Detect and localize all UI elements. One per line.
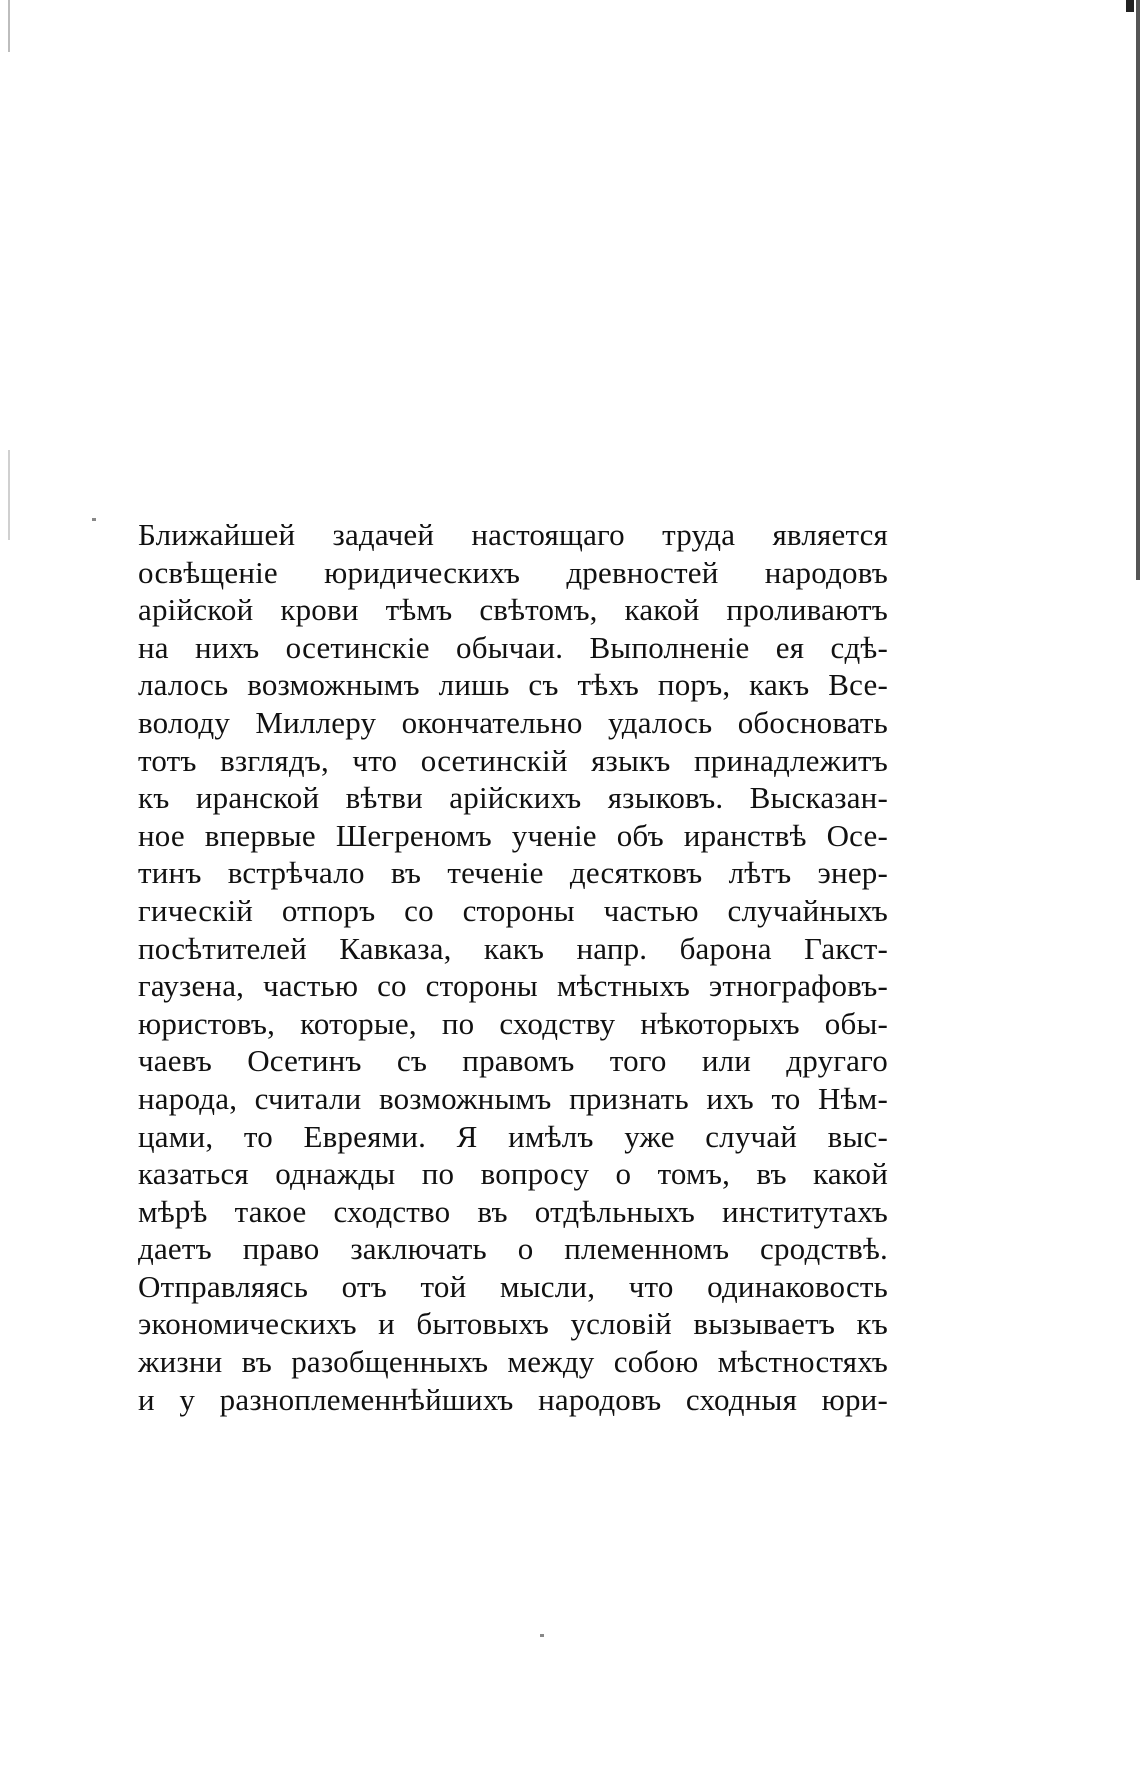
text-line: ное впервые Шегреномъ ученіе объ иранствѣ Осе- (138, 817, 888, 853)
text-line: цами, то Евреями. Я имѣлъ уже случай выс- (138, 1118, 888, 1154)
text-line: и у разноплеменнѣйшихъ народовъ сходныя юри- (138, 1381, 888, 1417)
text-line: даетъ право заключать о племенномъ сродствѣ. (138, 1231, 888, 1267)
body-paragraph (138, 516, 888, 1418)
text-line: гаузена, частью со стороны мѣстныхъ этнографовъ- (138, 968, 888, 1004)
text-line: казаться однажды по вопросу о томъ, въ какой (138, 1156, 888, 1192)
text-line: чаевъ Осетинъ съ правомъ того или другаго (138, 1043, 888, 1079)
text-line: къ иранской вѣтви арійскихъ языковъ. Высказан- (138, 780, 888, 816)
text-line: арійской крови тѣмъ свѣтомъ, какой проливаютъ (138, 592, 888, 628)
scan-edge-mark (1126, 0, 1134, 12)
scan-edge-mark (8, 0, 10, 52)
scan-speck (92, 518, 96, 521)
text-line: володу Миллеру окончательно удалось обосновать (138, 704, 888, 740)
text-line: народа, считали возможнымъ признать ихъ то Нѣм- (138, 1080, 888, 1116)
text-line: Отправляясь отъ той мысли, что одинаковость (138, 1268, 888, 1304)
text-line: мѣрѣ такое сходство въ отдѣльныхъ институтахъ (138, 1193, 888, 1229)
text-line: освѣщеніе юридическихъ древностей народовъ (138, 554, 888, 590)
text-line: Ближайшей задачей настоящаго труда является (138, 517, 888, 552)
text-line: на нихъ осетинскіе обычаи. Выполненіе ея сдѣ- (138, 629, 888, 665)
scan-edge-mark (1136, 0, 1140, 580)
scan-edge-mark (8, 450, 10, 540)
text-line: лалось возможнымъ лишь съ тѣхъ поръ, какъ Все- (138, 667, 888, 703)
text-line: посѣтителей Кавказа, какъ напр. барона Гакст- (138, 930, 888, 966)
text-line: юристовъ, которые, по сходству нѣкоторыхъ обы- (138, 1005, 888, 1041)
text-line: экономическихъ и бытовыхъ условій вызываетъ къ (138, 1306, 888, 1342)
scan-speck (540, 1634, 544, 1637)
text-line: жизни въ разобщенныхъ между собою мѣстностяхъ (138, 1344, 888, 1380)
text-line: тотъ взглядъ, что осетинскій языкъ принадлежитъ (138, 742, 888, 778)
text-line: гическій отпоръ со стороны частью случайныхъ (138, 892, 888, 928)
text-line: тинъ встрѣчало въ теченіе десятковъ лѣтъ энер- (138, 855, 888, 891)
